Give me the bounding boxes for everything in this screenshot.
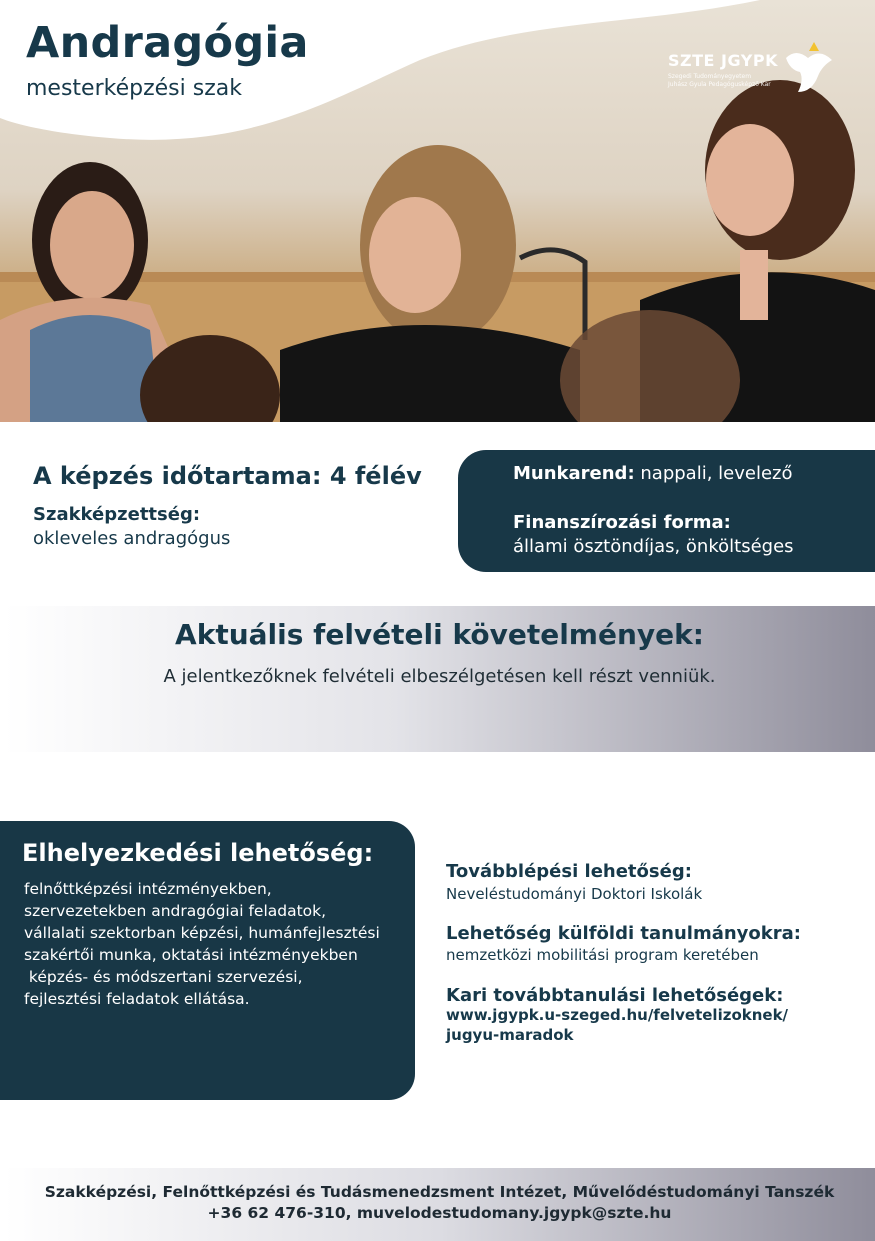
- further-study-label: Továbblépési lehetőség:: [446, 861, 692, 882]
- footer-band: [4, 1168, 875, 1241]
- employment-text: [24, 878, 399, 1010]
- logo-name: SZTE JGYPK: [668, 51, 778, 70]
- employment-line: vállalati szektorban képzési, humánfejlesztési: [24, 924, 380, 942]
- employment-title: Elhelyezkedési lehetőség:: [22, 839, 374, 867]
- footer-institute: Szakképzési, Felnőttképzési és Tudásmenedzsment Intézet, Művelődéstudományi Tanszék: [44, 1183, 835, 1201]
- funding-value: állami ösztöndíjas, önköltséges: [513, 536, 794, 557]
- page-subtitle: mesterképzési szak: [26, 76, 242, 101]
- further-study-value: Neveléstudományi Doktori Iskolák: [446, 885, 703, 903]
- employment-box: [0, 821, 415, 1100]
- employment-line: szervezetekben andragógiai feladatok,: [24, 902, 327, 920]
- schedule-value: nappali, levelező: [640, 463, 793, 484]
- schedule-row: [513, 463, 792, 484]
- duration-heading: A képzés időtartama: 4 félév: [33, 462, 422, 490]
- employment-line: szakértői munka, oktatási intézményekben: [24, 946, 358, 964]
- qualification-label: Szakképzettség:: [33, 504, 201, 525]
- faculty-link-continued[interactable]: jugyu-maradok: [446, 1026, 574, 1044]
- abroad-value: nemzetközi mobilitási program keretében: [446, 946, 759, 964]
- logo-line-2: Juhász Gyula Pedagógusképző Kar: [668, 81, 771, 88]
- logo-line-1: Szegedi Tudományegyetem: [668, 73, 752, 80]
- funding-label: Finanszírozási forma:: [513, 512, 731, 533]
- employment-line: felnőttképzési intézményekben,: [24, 880, 272, 898]
- employment-line: fejlesztési feladatok ellátása.: [24, 990, 250, 1008]
- footer-contact[interactable]: +36 62 476-310, muvelodestudomany.jgypk@szte.hu: [207, 1204, 672, 1222]
- requirements-text: A jelentkezőknek felvételi elbeszélgetésen kell részt venniük.: [163, 666, 716, 687]
- faculty-label: Kari továbbtanulási lehetőségek:: [446, 985, 784, 1006]
- info-box: [458, 450, 875, 572]
- hero-photo: [0, 0, 875, 422]
- szte-jgypk-logo: [666, 40, 846, 100]
- abroad-label: Lehetőség külföldi tanulmányokra:: [446, 923, 801, 944]
- schedule-label: Munkarend:: [513, 463, 635, 484]
- angel-emblem-icon: [778, 40, 836, 96]
- faculty-link[interactable]: www.jgypk.u-szeged.hu/felvetelizoknek/: [446, 1006, 789, 1024]
- employment-line: képzés- és módszertani szervezési,: [24, 968, 303, 986]
- qualification-value: okleveles andragógus: [33, 528, 231, 549]
- requirements-title: Aktuális felvételi követelmények:: [175, 618, 704, 651]
- requirements-band: [4, 606, 875, 752]
- page-title: Andragógia: [26, 18, 309, 68]
